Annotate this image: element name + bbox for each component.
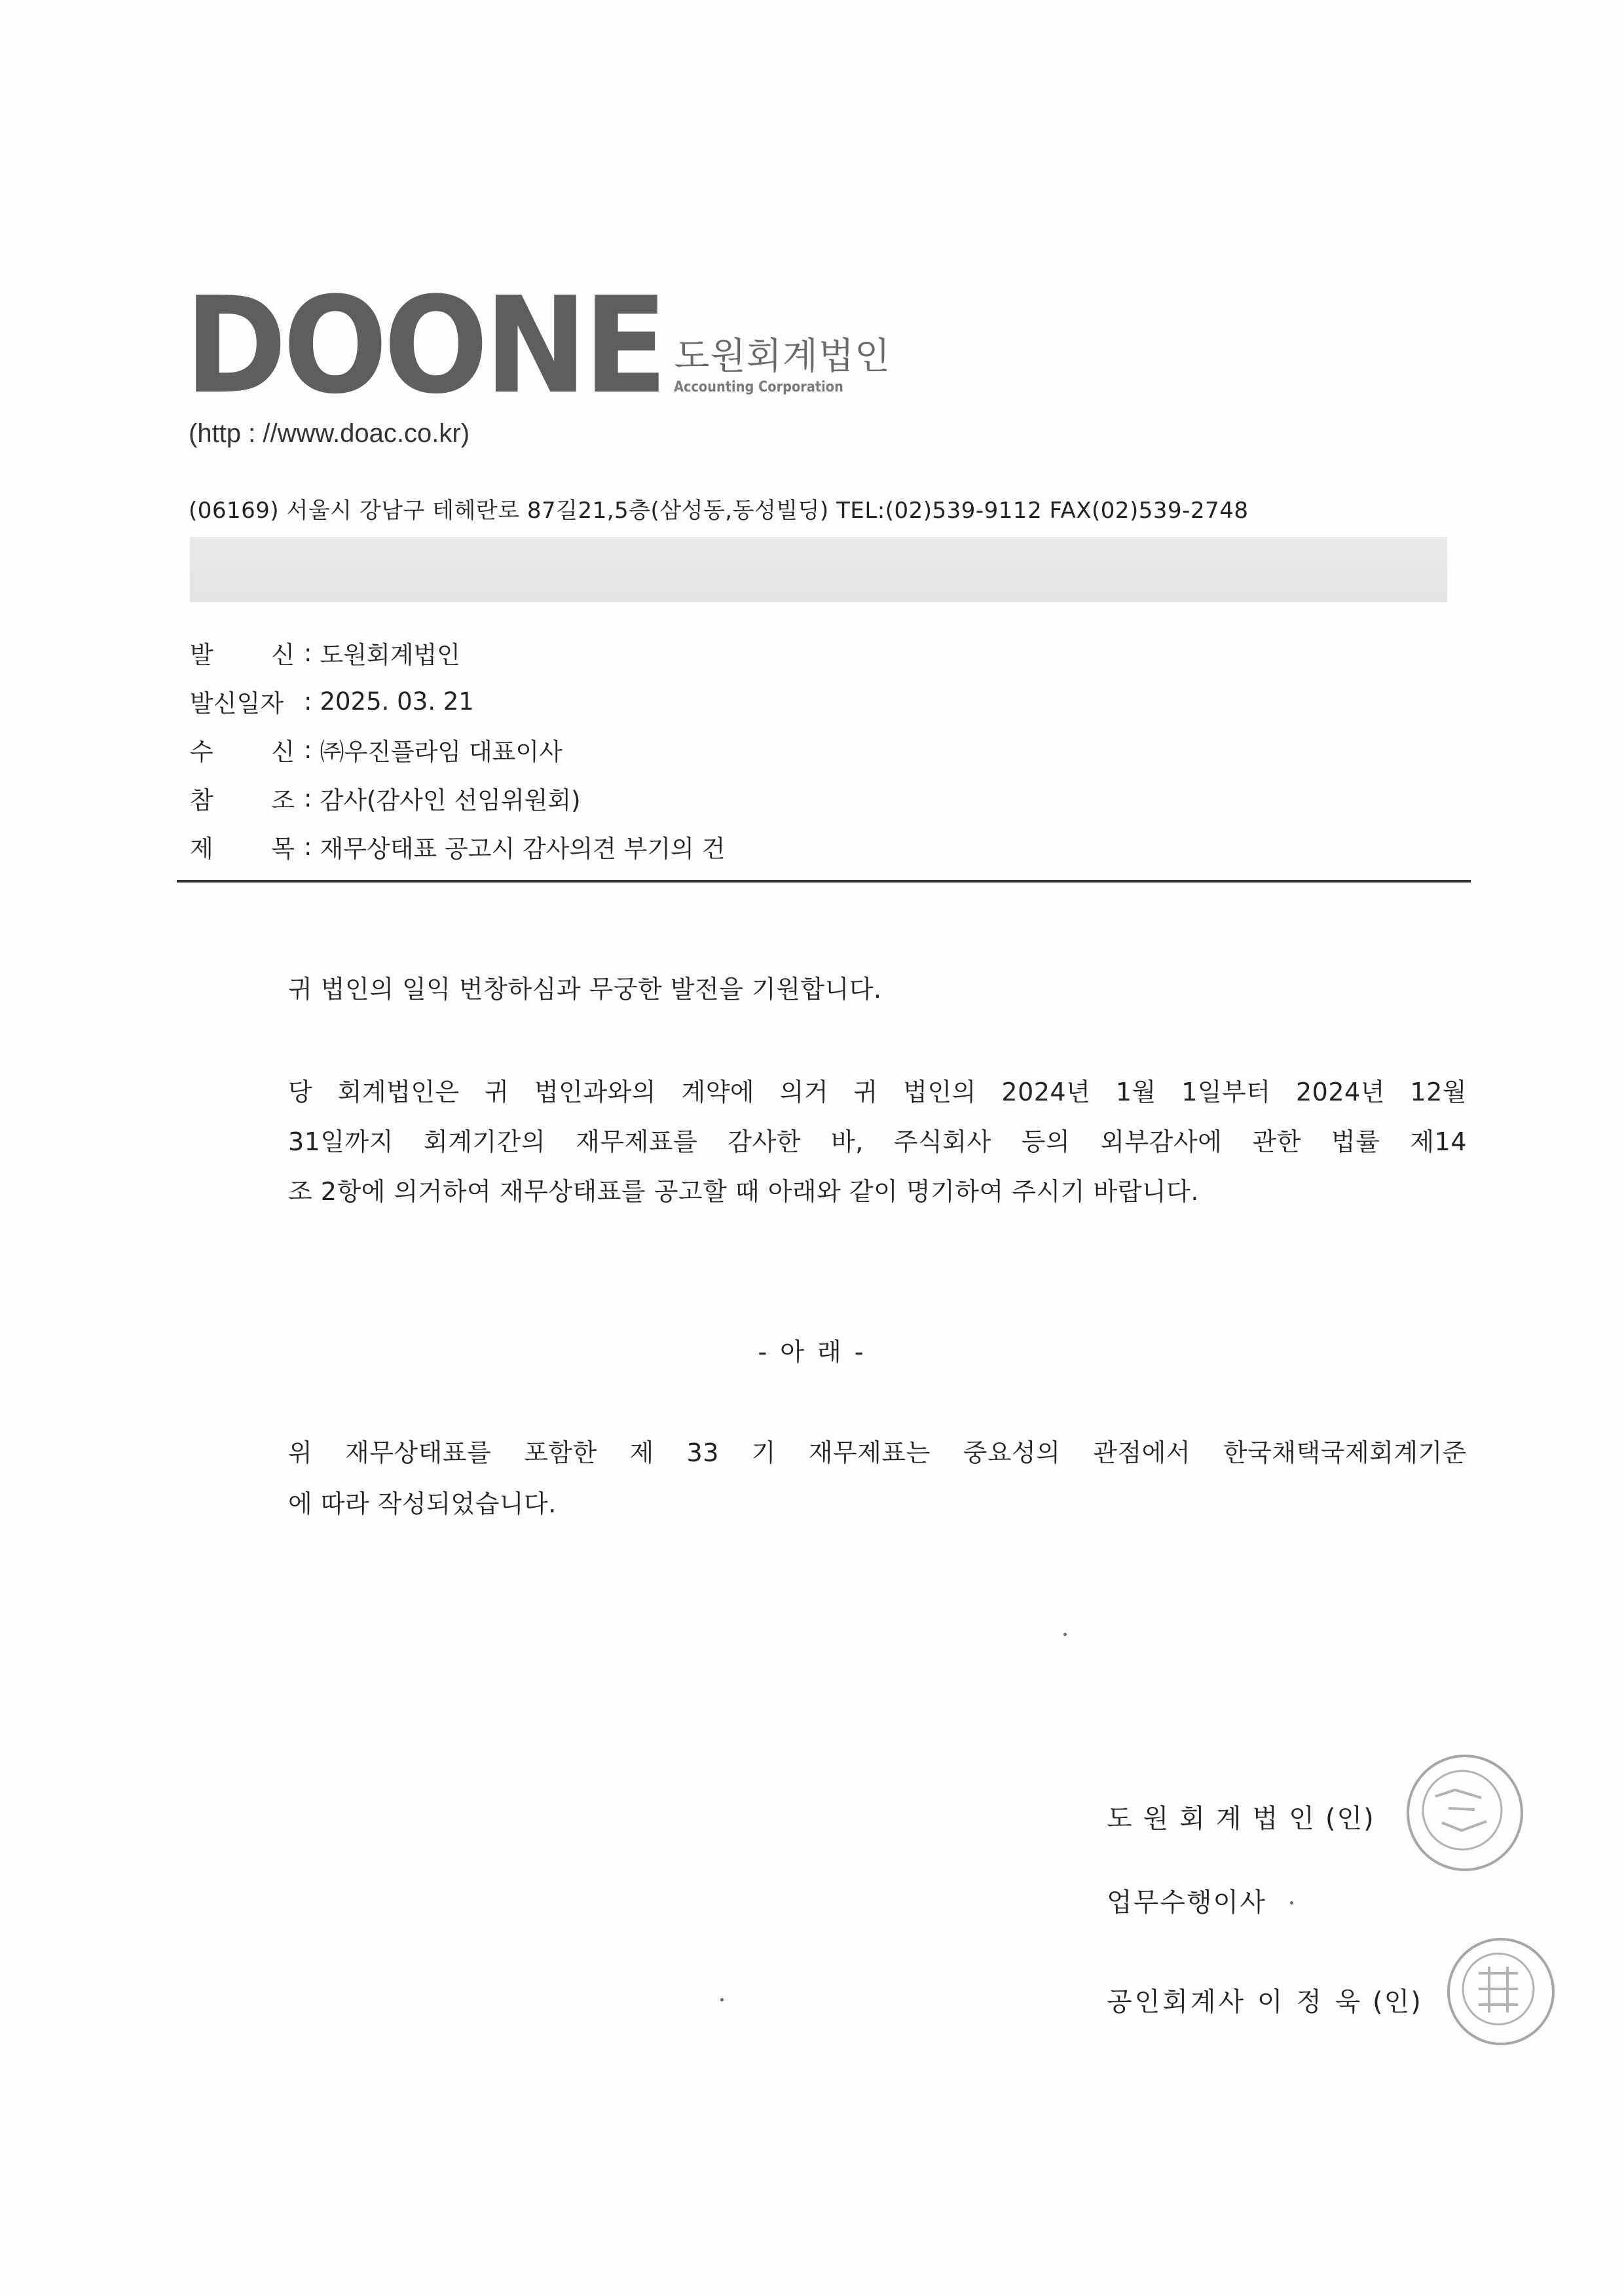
seal-pattern-icon <box>1409 1757 1515 1863</box>
signature-title: 업무수행이사 <box>1107 1887 1266 1918</box>
paragraph-line: 31일까지 회계기간의 재무제표를 감사한 바, 주식회사 등의 외부감사에 관한 법률 제14 <box>288 1127 1467 1156</box>
meta-value: 도원회계법인 <box>320 641 460 669</box>
seal-mark: (인) <box>1372 1987 1422 2017</box>
meta-label: 발 신 <box>190 641 295 669</box>
speck <box>1063 1633 1067 1636</box>
meta-date: 발신일자 : 2025. 03. 21 <box>190 677 725 725</box>
meta-subject: 제 목 : 재무상태표 공고시 감사의견 부기의 건 <box>190 822 725 871</box>
bleed-through-band <box>190 537 1447 602</box>
meta-value: 재무상태표 공고시 감사의견 부기의 건 <box>320 835 726 863</box>
opinion-paragraph <box>288 1427 1467 1529</box>
logo-wordmark: DOONE <box>185 268 664 424</box>
meta-recipient: 수 신 : ㈜우진플라임 대표이사 <box>190 725 725 774</box>
paragraph-line: 당 회계법인은 귀 법인과와의 계약에 의거 귀 법인의 2024년 1월 1일부터 2024년 12월 <box>288 1078 1467 1106</box>
meta-reference: 참 조 : 감사(감사인 선임위원회) <box>190 774 725 822</box>
header-divider <box>177 880 1471 883</box>
section-heading: - 아 래 - <box>758 1338 866 1366</box>
company-logo <box>185 268 891 424</box>
meta-label: 제 목 <box>190 835 295 863</box>
cpa-seal-stamp <box>1447 1938 1555 2045</box>
seal-mark: (인) <box>1325 1804 1375 1834</box>
signature-firm: 도원회계법인(인) <box>1107 1804 1375 1834</box>
seal-pattern-icon <box>1450 1941 1547 2037</box>
company-address: (06169) 서울시 강남구 테헤란로 87길21,5층(삼성동,동성빌딩) TEL:(02)539-9112 FAX(02)539-2748 <box>189 498 1249 524</box>
speck <box>1290 1901 1293 1904</box>
meta-label: 수 신 <box>190 738 295 766</box>
request-paragraph <box>288 1067 1467 1216</box>
website-url: (http : //www.doac.co.kr) <box>189 419 470 448</box>
meta-value: ㈜우진플라임 대표이사 <box>320 738 563 766</box>
meta-value: 2025. 03. 21 <box>320 687 474 716</box>
letter-meta <box>190 629 725 871</box>
speck <box>720 1998 724 2001</box>
firm-seal-stamp <box>1407 1755 1523 1871</box>
paragraph-line: 에 따라 작성되었습니다. <box>288 1489 557 1518</box>
paragraph-line: 조 2항에 의거하여 재무상태표를 공고할 때 아래와 같이 명기하여 주시기 바랍니다. <box>288 1177 1199 1206</box>
meta-sender: 발 신 : 도원회계법인 <box>190 629 725 677</box>
signature-cpa: 공인회계사 이 정 욱 (인) <box>1107 1987 1422 2017</box>
logo-korean-name: 도원회계법인 <box>674 335 891 378</box>
meta-value: 감사(감사인 선임위원회) <box>320 786 581 814</box>
meta-label: 발신일자 <box>190 689 284 718</box>
greeting-paragraph: 귀 법인의 일익 번창하심과 무궁한 발전을 기원합니다. <box>288 975 882 1004</box>
paragraph-line: 위 재무상태표를 포함한 제 33 기 재무제표는 중요성의 관점에서 한국채택국제회계기준 <box>288 1438 1467 1467</box>
meta-label: 참 조 <box>190 786 295 814</box>
logo-english-name: Accounting Corporation <box>674 379 844 395</box>
